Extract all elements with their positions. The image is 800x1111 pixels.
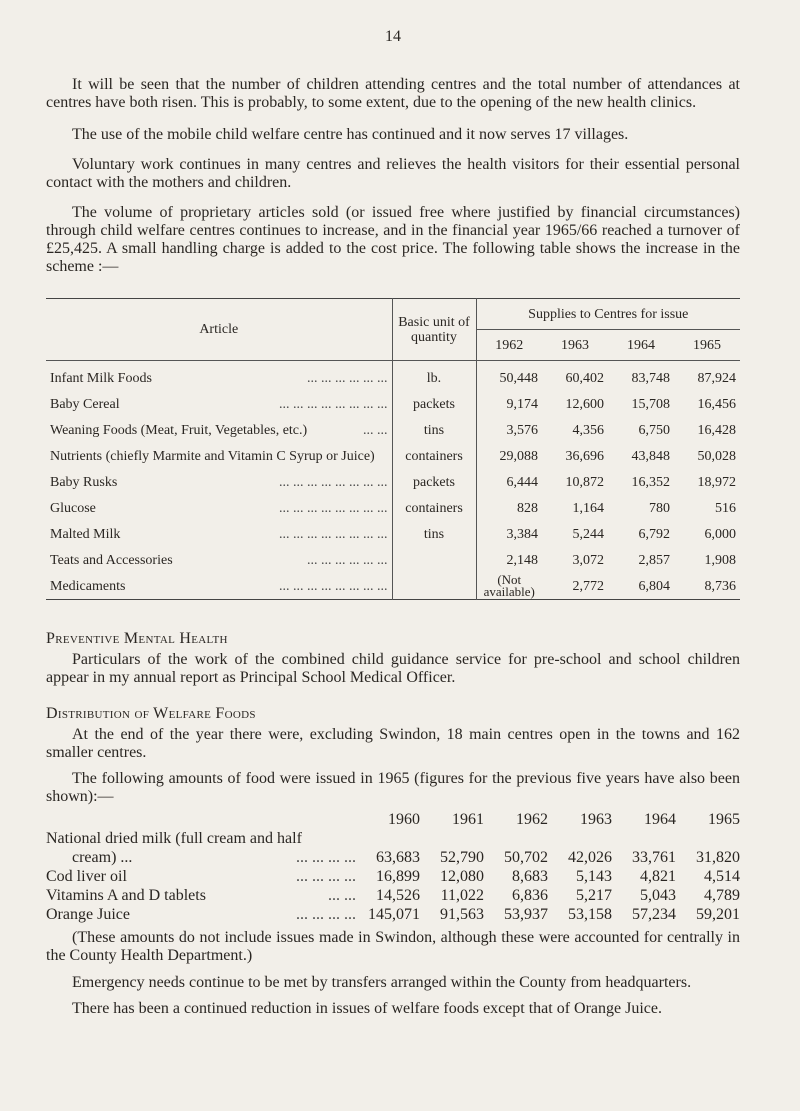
food-name-cont: cream) ... [72,849,133,866]
food-label-cell [46,886,356,905]
paragraph-food-issued: The following amounts of food were issued in 1965 (figures for the previous five years have also been shown):— [46,770,740,805]
table-row [46,417,740,443]
table-row [46,905,740,924]
value: 53,937 [504,906,548,923]
year-header: 1960 [388,811,420,828]
leader-dots: ... ... ... ... ... ... ... ... [279,500,388,516]
value: 60,402 [565,370,604,386]
table-row [46,495,740,521]
year-header: 1965 [674,330,740,361]
article-label [50,475,388,490]
year-header: 1962 [516,811,548,828]
unit: tins [392,521,476,547]
paragraph-voluntary-work: Voluntary work continues in many centres and relieves the health visitors for their essential personal contact with the mothers and children. [46,156,740,191]
paragraph-reduction: There has been a continued reduction in issues of welfare foods except that of Orange Juice. [72,1000,662,1017]
value: 50,028 [697,448,737,464]
table-row [46,886,740,905]
table-row [46,547,740,573]
value: 16,899 [376,868,420,885]
article-cell [46,495,392,521]
year-header: 1965 [708,811,740,828]
food-label [46,848,356,867]
empty-cell [46,810,356,829]
value: 8,683 [512,868,548,885]
food-label [46,886,356,905]
table-row [46,573,740,600]
value: 63,683 [376,849,420,866]
value: 52,790 [440,849,484,866]
supplies-table [46,298,740,600]
value: 6,444 [506,474,538,490]
unit: lb. [392,361,476,392]
article-cell [46,417,392,443]
value: 5,244 [572,526,604,542]
table-row [46,443,740,469]
value: 8,736 [704,578,737,594]
article-cell [46,391,392,417]
table-row [46,521,740,547]
value: 91,563 [440,906,484,923]
value: 16,456 [697,396,737,412]
article-label [50,527,388,542]
value: 33,761 [632,849,676,866]
unit [392,573,476,600]
leader-dots: ... ... ... ... [296,906,356,923]
value: 3,384 [506,526,538,542]
value: 16,428 [697,422,737,438]
article-cell [46,573,392,600]
header-article: Article [46,299,392,361]
value: 145,071 [368,906,420,923]
unit: containers [392,495,476,521]
value: 18,972 [697,474,737,490]
year-header: 1963 [542,330,608,361]
value: 53,158 [568,906,612,923]
food-label [46,905,356,924]
table-row [46,391,740,417]
article-name: Infant Milk Foods [50,370,152,386]
value: 3,072 [572,552,604,568]
value: 14,526 [376,887,420,904]
article-label [50,579,388,594]
value: 4,356 [572,422,604,438]
leader-dots: ... ... ... ... ... ... [307,370,388,386]
article-name: Medicaments [50,578,126,594]
article-label [50,371,388,386]
table-row [46,867,740,886]
unit: packets [392,391,476,417]
year-header-row [46,810,740,829]
article-cell [46,443,392,469]
value: 4,514 [704,868,740,885]
unit [392,547,476,573]
unit: tins [392,417,476,443]
year-header: 1964 [608,330,674,361]
value: 1,164 [572,500,604,516]
value: 6,750 [638,422,670,438]
article-name: Weaning Foods (Meat, Fruit, Vegetables, etc.) [50,422,308,438]
article-label [50,501,388,516]
food-name: Cod liver oil [46,868,127,885]
table-row-label [46,829,740,848]
value: 12,600 [565,396,604,412]
header-unit: Basic unit of quantity [392,299,476,361]
leader-dots: ... ... [328,887,356,904]
article-cell [46,521,392,547]
year-header: 1962 [476,330,542,361]
value: 11,022 [440,887,484,904]
article-cell [46,469,392,495]
table-row [46,848,740,867]
heading-preventive-mental-health: Preventive Mental Health [46,630,228,647]
article-label [50,553,388,568]
article-cell [46,547,392,573]
value-not-available: (Not available) [483,572,535,599]
value-cell [476,573,542,600]
paragraph-centres: At the end of the year there were, excluding Swindon, 18 main centres open in the towns and 162 smaller centres. [46,726,740,761]
leader-dots: ... ... ... ... ... ... [307,552,388,568]
leader-dots: ... ... ... ... ... ... ... ... [279,526,388,542]
article-cell [46,361,392,392]
table-row [46,361,740,392]
leader-dots: ... ... ... ... [296,868,356,885]
value: 5,217 [576,887,612,904]
value: 4,821 [640,868,676,885]
article-label [50,449,388,464]
leader-dots: ... ... ... ... [296,849,356,866]
leader-dots: ... ... [363,422,388,438]
article-label [50,423,388,438]
year-header: 1964 [644,811,676,828]
food-label-cell [46,905,356,924]
food-name: Orange Juice [46,906,130,923]
paragraph-mobile-centre: The use of the mobile child welfare centre has continued and it now serves 17 villages. [72,126,629,143]
value: 50,448 [499,370,538,386]
value: 29,088 [499,448,538,464]
table-row [46,469,740,495]
value: 36,696 [565,448,604,464]
food-label [46,867,356,886]
value: 2,772 [572,578,604,594]
value: 42,026 [568,849,612,866]
article-name: Baby Rusks [50,474,118,490]
year-header: 1961 [452,811,484,828]
paragraph-proprietary-articles: The volume of proprietary articles sold (or issued free where justified by financial circumstances) through child welfare centres continues to increase, and in the financial year 1965/66 reached a turnover of £25,425. A small handling charge is added to the cost price. The following table shows the increase in the scheme :— [46,204,740,275]
value: 2,857 [638,552,670,568]
value: 43,848 [631,448,670,464]
value: 5,143 [576,868,612,885]
value: 16,352 [631,474,670,490]
value: 59,201 [696,906,740,923]
page-number: 14 [385,28,401,45]
value: 87,924 [697,370,737,386]
value: 31,820 [696,849,740,866]
heading-distribution-welfare-foods: Distribution of Welfare Foods [46,705,256,722]
article-name: Teats and Accessories [50,552,173,568]
paragraph-emergency: Emergency needs continue to be met by transfers arranged within the County from headquarters. [72,974,692,991]
year-header: 1963 [580,811,612,828]
value: 57,234 [632,906,676,923]
food-label-cell [46,848,356,867]
value: 83,748 [631,370,670,386]
unit: containers [392,443,476,469]
value: 10,872 [565,474,604,490]
value: 12,080 [440,868,484,885]
leader-dots: ... ... ... ... ... ... ... ... [279,396,388,412]
article-name: Malted Milk [50,526,121,542]
unit: packets [392,469,476,495]
value: 828 [517,500,538,516]
value: 5,043 [640,887,676,904]
value: 2,148 [506,552,538,568]
value: 3,576 [506,422,538,438]
leader-dots: ... ... ... ... ... ... ... ... [279,578,388,594]
value: 9,174 [506,396,538,412]
welfare-foods-table [46,810,740,924]
paragraph-swindon-note: (These amounts do not include issues made in Swindon, although these were accounted for centrally in the County Health Department.) [46,929,740,964]
value: 6,836 [512,887,548,904]
value: 1,908 [704,552,737,568]
paragraph-mental-health: Particulars of the work of the combined child guidance service for pre-school and school children appear in my annual report as Principal School Medical Officer. [46,651,740,686]
paragraph-attendance: It will be seen that the number of children attending centres and the total number of attendances at centres have both risen. This is probably, to some extent, due to the opening of the new health clinics. [46,76,740,111]
header-supplies: Supplies to Centres for issue [476,299,740,330]
article-label [50,397,388,412]
value: 15,708 [631,396,670,412]
value: 50,702 [504,849,548,866]
value: 6,792 [638,526,670,542]
food-name: National dried milk (full cream and half [46,830,302,847]
value: 6,000 [704,526,737,542]
article-name: Glucose [50,500,96,516]
article-name: Baby Cereal [50,396,120,412]
value: 516 [715,500,737,516]
value: 6,804 [638,578,670,594]
food-name: Vitamins A and D tablets [46,887,206,904]
value: 4,789 [704,887,740,904]
article-name: Nutrients (chiefly Marmite and Vitamin C Syrup or Juice) [50,448,375,464]
food-label-cell [46,867,356,886]
value: 780 [649,500,670,516]
leader-dots: ... ... ... ... ... ... ... ... [279,474,388,490]
